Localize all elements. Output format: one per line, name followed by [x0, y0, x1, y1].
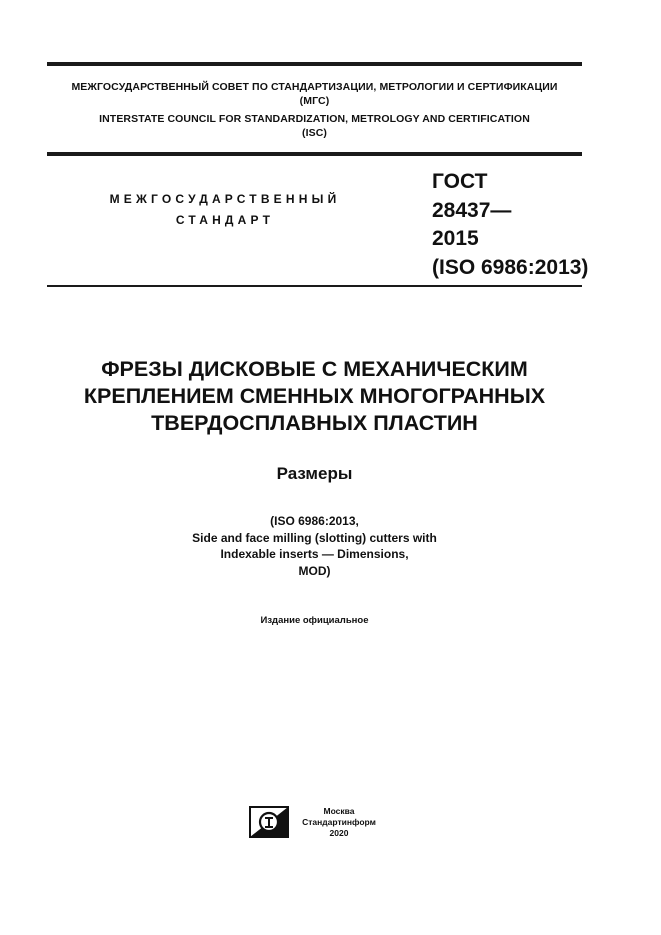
edition-note: Издание официальное: [260, 615, 369, 626]
standartinform-logo-icon: [249, 806, 289, 838]
gost-number: [432, 168, 588, 282]
council-abbr-en: (ISC): [302, 127, 327, 139]
publisher-name: Стандартинформ: [302, 817, 376, 827]
iso-line4: MOD): [298, 563, 331, 578]
iso-line3: Indexable inserts — Dimensions,: [220, 547, 409, 561]
gost-bottom-rule: [47, 285, 582, 287]
council-name-ru: [47, 80, 582, 108]
document-title: [47, 356, 582, 437]
standard-type: [90, 189, 360, 231]
publisher-city: Москва: [323, 806, 355, 816]
gost-line3: 2015: [432, 227, 479, 250]
gost-line4: (ISO 6986:2013): [432, 255, 589, 279]
publisher-year: 2020: [329, 828, 349, 838]
title-line2: КРЕПЛЕНИЕМ СМЕННЫХ МНОГОГРАННЫХ: [83, 384, 546, 408]
publisher-info: [294, 806, 384, 839]
standard-type-line1: МЕЖГОСУДАРСТВЕННЫЙ: [109, 192, 341, 206]
iso-reference: [47, 513, 582, 579]
iso-line1: (ISO 6986:2013,: [270, 514, 359, 528]
council-name-ru-text: МЕЖГОСУДАРСТВЕННЫЙ СОВЕТ ПО СТАНДАРТИЗАЦИИ, МЕТРОЛОГИИ И СЕРТИФИКАЦИИ: [71, 81, 558, 93]
title-line3: ТВЕРДОСПЛАВНЫХ ПЛАСТИН: [151, 411, 478, 435]
standard-type-line2: СТАНДАРТ: [175, 213, 275, 227]
council-name-en: [47, 112, 582, 140]
top-rule: [47, 62, 582, 66]
iso-line2: Side and face milling (slotting) cutters with: [192, 530, 437, 545]
header-bottom-rule: [47, 152, 582, 156]
document-subtitle: Размеры: [276, 464, 353, 483]
council-name-en-text: INTERSTATE COUNCIL FOR STANDARDIZATION, METROLOGY AND CERTIFICATION: [99, 113, 530, 125]
title-line1: ФРЕЗЫ ДИСКОВЫЕ С МЕХАНИЧЕСКИМ: [101, 357, 528, 381]
gost-line2: 28437—: [432, 198, 512, 222]
gost-line1: ГОСТ: [432, 170, 488, 193]
council-abbr-ru: (МГС): [299, 95, 330, 107]
